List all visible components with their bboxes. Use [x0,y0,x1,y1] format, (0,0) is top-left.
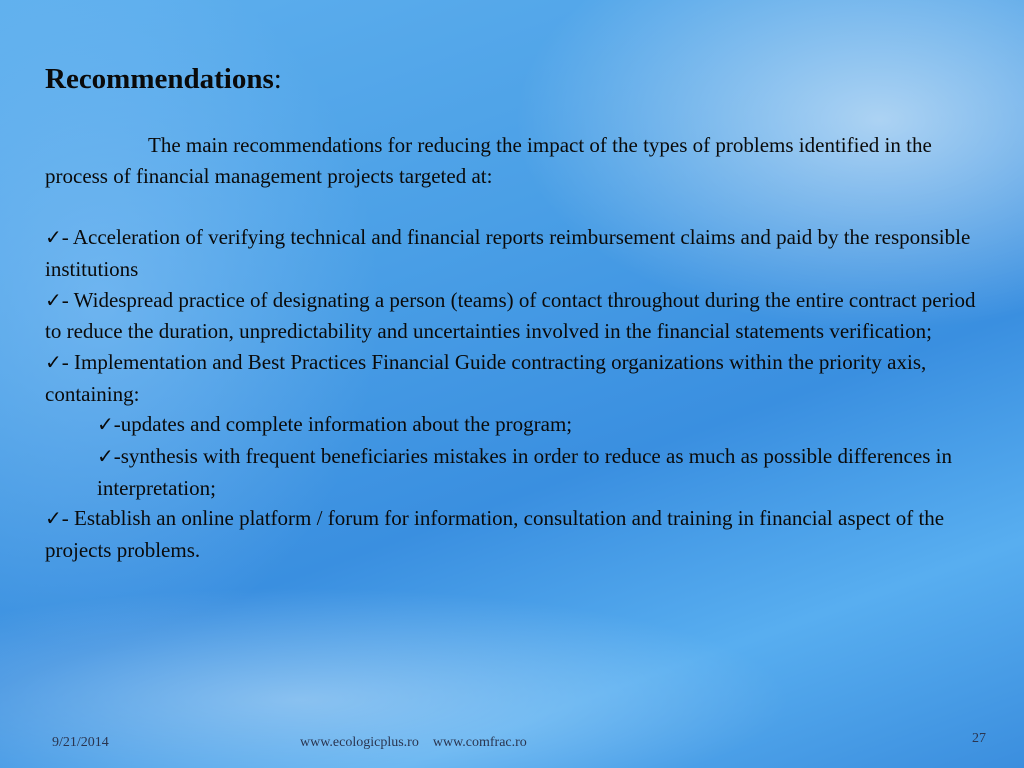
checkmark-icon: ✓ [45,227,62,250]
sub-bullet-text: -updates and complete information about the program; [113,412,573,437]
footer-date: 9/21/2014 [52,735,109,750]
bullet-text: - Establish an online platform / forum for information, consultation and training in financial aspect of the projects problems. [45,506,945,563]
page-number: 27 [972,731,986,746]
title-text: Recommendations [45,63,274,95]
intro-paragraph: The main recommendations for reducing the impact of the types of problems identified in the process of financial management projects targeted at: [45,133,932,188]
checkmark-icon: ✓ [97,446,114,469]
bullet-item [45,503,990,565]
checkmark-icon: ✓ [45,351,62,374]
footer-link-comfrac[interactable]: www.comfrac.ro [432,735,527,750]
bullet-text: - Acceleration of verifying technical and financial reports reimbursement claims and paid by the responsible institutions [45,225,971,281]
bullet-item [45,347,990,409]
footer-link-ecologicplus[interactable]: www.ecologicplus.ro [300,735,419,750]
checkmark-icon: ✓ [45,508,62,531]
slide-title [45,62,282,96]
footer-links [300,735,527,751]
bullet-item [45,222,990,284]
sub-bullet-item [45,409,990,441]
sub-bullet-text: -synthesis with frequent beneficiaries mistakes in order to reduce as much as possible differences in interpretation; [97,444,952,500]
title-colon: : [273,63,282,95]
slide-body [45,130,990,566]
sub-bullet-item [45,441,990,503]
checkmark-icon: ✓ [97,414,114,437]
checkmark-icon: ✓ [45,289,62,312]
spacer [45,191,990,222]
bullet-text: - Widespread practice of designating a person (teams) of contact throughout during the entire contract period to reduce the duration, unpredictability and uncertainties involved in the financial statements verification; [45,287,976,344]
bullet-text: - Implementation and Best Practices Financial Guide contracting organizations within the priority axis, containing: [45,349,927,406]
bullet-item [45,285,990,347]
